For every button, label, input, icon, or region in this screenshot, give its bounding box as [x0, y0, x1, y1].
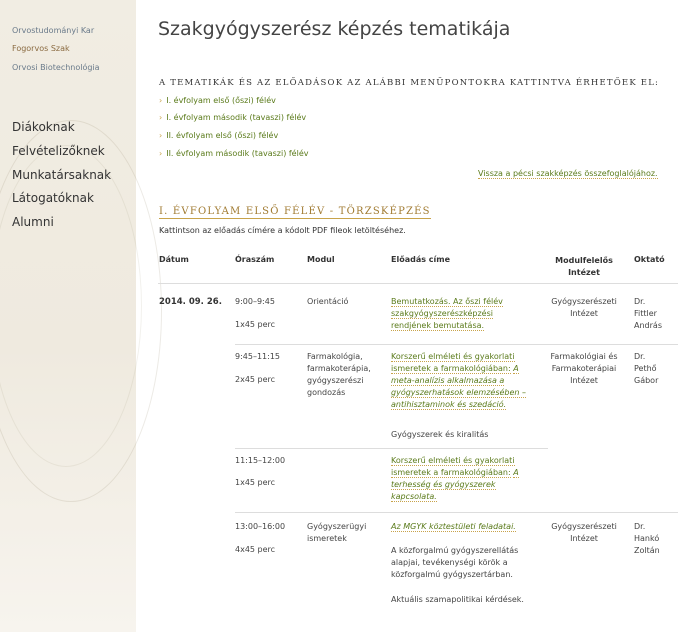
- row2-teacher: Dr. Pethő Gábor: [634, 352, 659, 385]
- row2-lecture-link[interactable]: Korszerű elméleti és gyakorlati ismeretek a farmakológiában: A meta-analízis alkalmazása a gyógyszerhatások elemzésében – antihisztaminok és szedáció.: [391, 352, 527, 409]
- row2-institute: Farmakológiai és Farmakoterápiai Intézet: [550, 352, 618, 385]
- menu-item-alumni[interactable]: Alumni: [12, 215, 54, 229]
- row2-module: Farmakológia, farmakoterápia, gyógyszerészi gondozás: [307, 352, 371, 397]
- faculty-link-medicine[interactable]: Orvostudományi Kar: [12, 26, 95, 35]
- faculty-link-dentistry[interactable]: Fogorvos Szak: [12, 44, 70, 53]
- row1-hours: 1x45 perc: [235, 320, 276, 329]
- header-date: Dátum: [159, 255, 189, 264]
- chevron-right-icon: ›: [159, 96, 163, 105]
- semester-link-1[interactable]: › I. évfolyam első (őszi) félév: [159, 96, 276, 105]
- row1-teacher: Dr. Fittler András: [634, 297, 662, 330]
- row3-lecture-link[interactable]: Korszerű elméleti és gyakorlati ismeretek a farmakológiában: A terhesség és gyógyszerek kapcsolata.: [391, 456, 519, 501]
- header-hours: Óraszám: [235, 255, 275, 264]
- row1-module: Orientáció: [307, 297, 349, 306]
- row2-hours: 2x45 perc: [235, 375, 276, 384]
- chevron-right-icon: ›: [159, 113, 163, 122]
- row4-module: Gyógyszerügyi ismeretek: [307, 522, 367, 543]
- menu-item-staff[interactable]: Munkatársaknak: [12, 168, 112, 182]
- section-heading: I. ÉVFOLYAM ELSŐ FÉLÉV - TÖRZSKÉPZÉS: [159, 206, 431, 217]
- section-note: Kattintson az előadás címére a kódolt PDF fileok letöltéséhez.: [159, 226, 406, 235]
- row2-lecture-extra: Gyógyszerek és kiralitás: [391, 430, 489, 439]
- row4-time: 13:00–16:00: [235, 522, 286, 531]
- row-divider: [235, 448, 548, 449]
- row4-institute: Gyógyszerészeti Intézet: [551, 522, 617, 543]
- row4-lecture-link[interactable]: Az MGYK köztestületi feladatai.: [391, 522, 516, 531]
- menu-item-students[interactable]: Diákoknak: [12, 120, 75, 134]
- back-link[interactable]: Vissza a pécsi szakképzés összefoglalójához.: [478, 169, 658, 178]
- header-divider: [158, 283, 678, 284]
- row3-time: 11:15–12:00: [235, 456, 286, 465]
- row1-time: 9:00–9:45: [235, 297, 275, 306]
- row4-lecture-text-2: Aktuális szamapolitikai kérdések.: [391, 595, 524, 604]
- chevron-right-icon: ›: [159, 131, 163, 140]
- row3-hours: 1x45 perc: [235, 478, 276, 487]
- row-divider: [235, 512, 678, 513]
- menu-item-applicants[interactable]: Felvételizőknek: [12, 144, 105, 158]
- lecture-date: 2014. 09. 26.: [159, 297, 222, 307]
- menu-item-visitors[interactable]: Látogatóknak: [12, 191, 94, 205]
- page-title: Szakgyógyszerész képzés tematikája: [158, 18, 511, 40]
- semester-link-2[interactable]: › I. évfolyam második (tavaszi) félév: [159, 113, 307, 122]
- row4-lecture-text-1: A közforgalmú gyógyszerellátás alapjai, tevékenységi körök a közforgalmú gyógyszertárban.: [391, 546, 519, 579]
- row4-teacher: Dr. Hankó Zoltán: [634, 522, 660, 555]
- header-institute: Modulfelelős Intézet: [555, 256, 613, 277]
- semester-link-3[interactable]: › II. évfolyam első (őszi) félév: [159, 131, 279, 140]
- header-lecture: Előadás címe: [391, 255, 451, 264]
- header-teacher: Oktató: [634, 255, 665, 264]
- row-divider: [235, 344, 678, 345]
- header-module: Modul: [307, 255, 335, 264]
- faculty-link-biotech[interactable]: Orvosi Biotechnológia: [12, 63, 100, 72]
- chevron-right-icon: ›: [159, 149, 163, 158]
- semester-link-4[interactable]: › II. évfolyam második (tavaszi) félév: [159, 149, 309, 158]
- row2-time: 9:45–11:15: [235, 352, 281, 361]
- row4-hours: 4x45 perc: [235, 545, 276, 554]
- row1-institute: Gyógyszerészeti Intézet: [551, 297, 617, 318]
- sidebar: [0, 0, 136, 632]
- intro-text: A TEMATIKÁK ÉS AZ ELŐADÁSOK AZ ALÁBBI MENÜPONTOKRA KATTINTVA ÉRHETŐEK EL:: [159, 78, 660, 88]
- row1-lecture-link[interactable]: Bemutatkozás. Az őszi félév szakgyógyszerészképzési rendjének bemutatása.: [391, 297, 503, 330]
